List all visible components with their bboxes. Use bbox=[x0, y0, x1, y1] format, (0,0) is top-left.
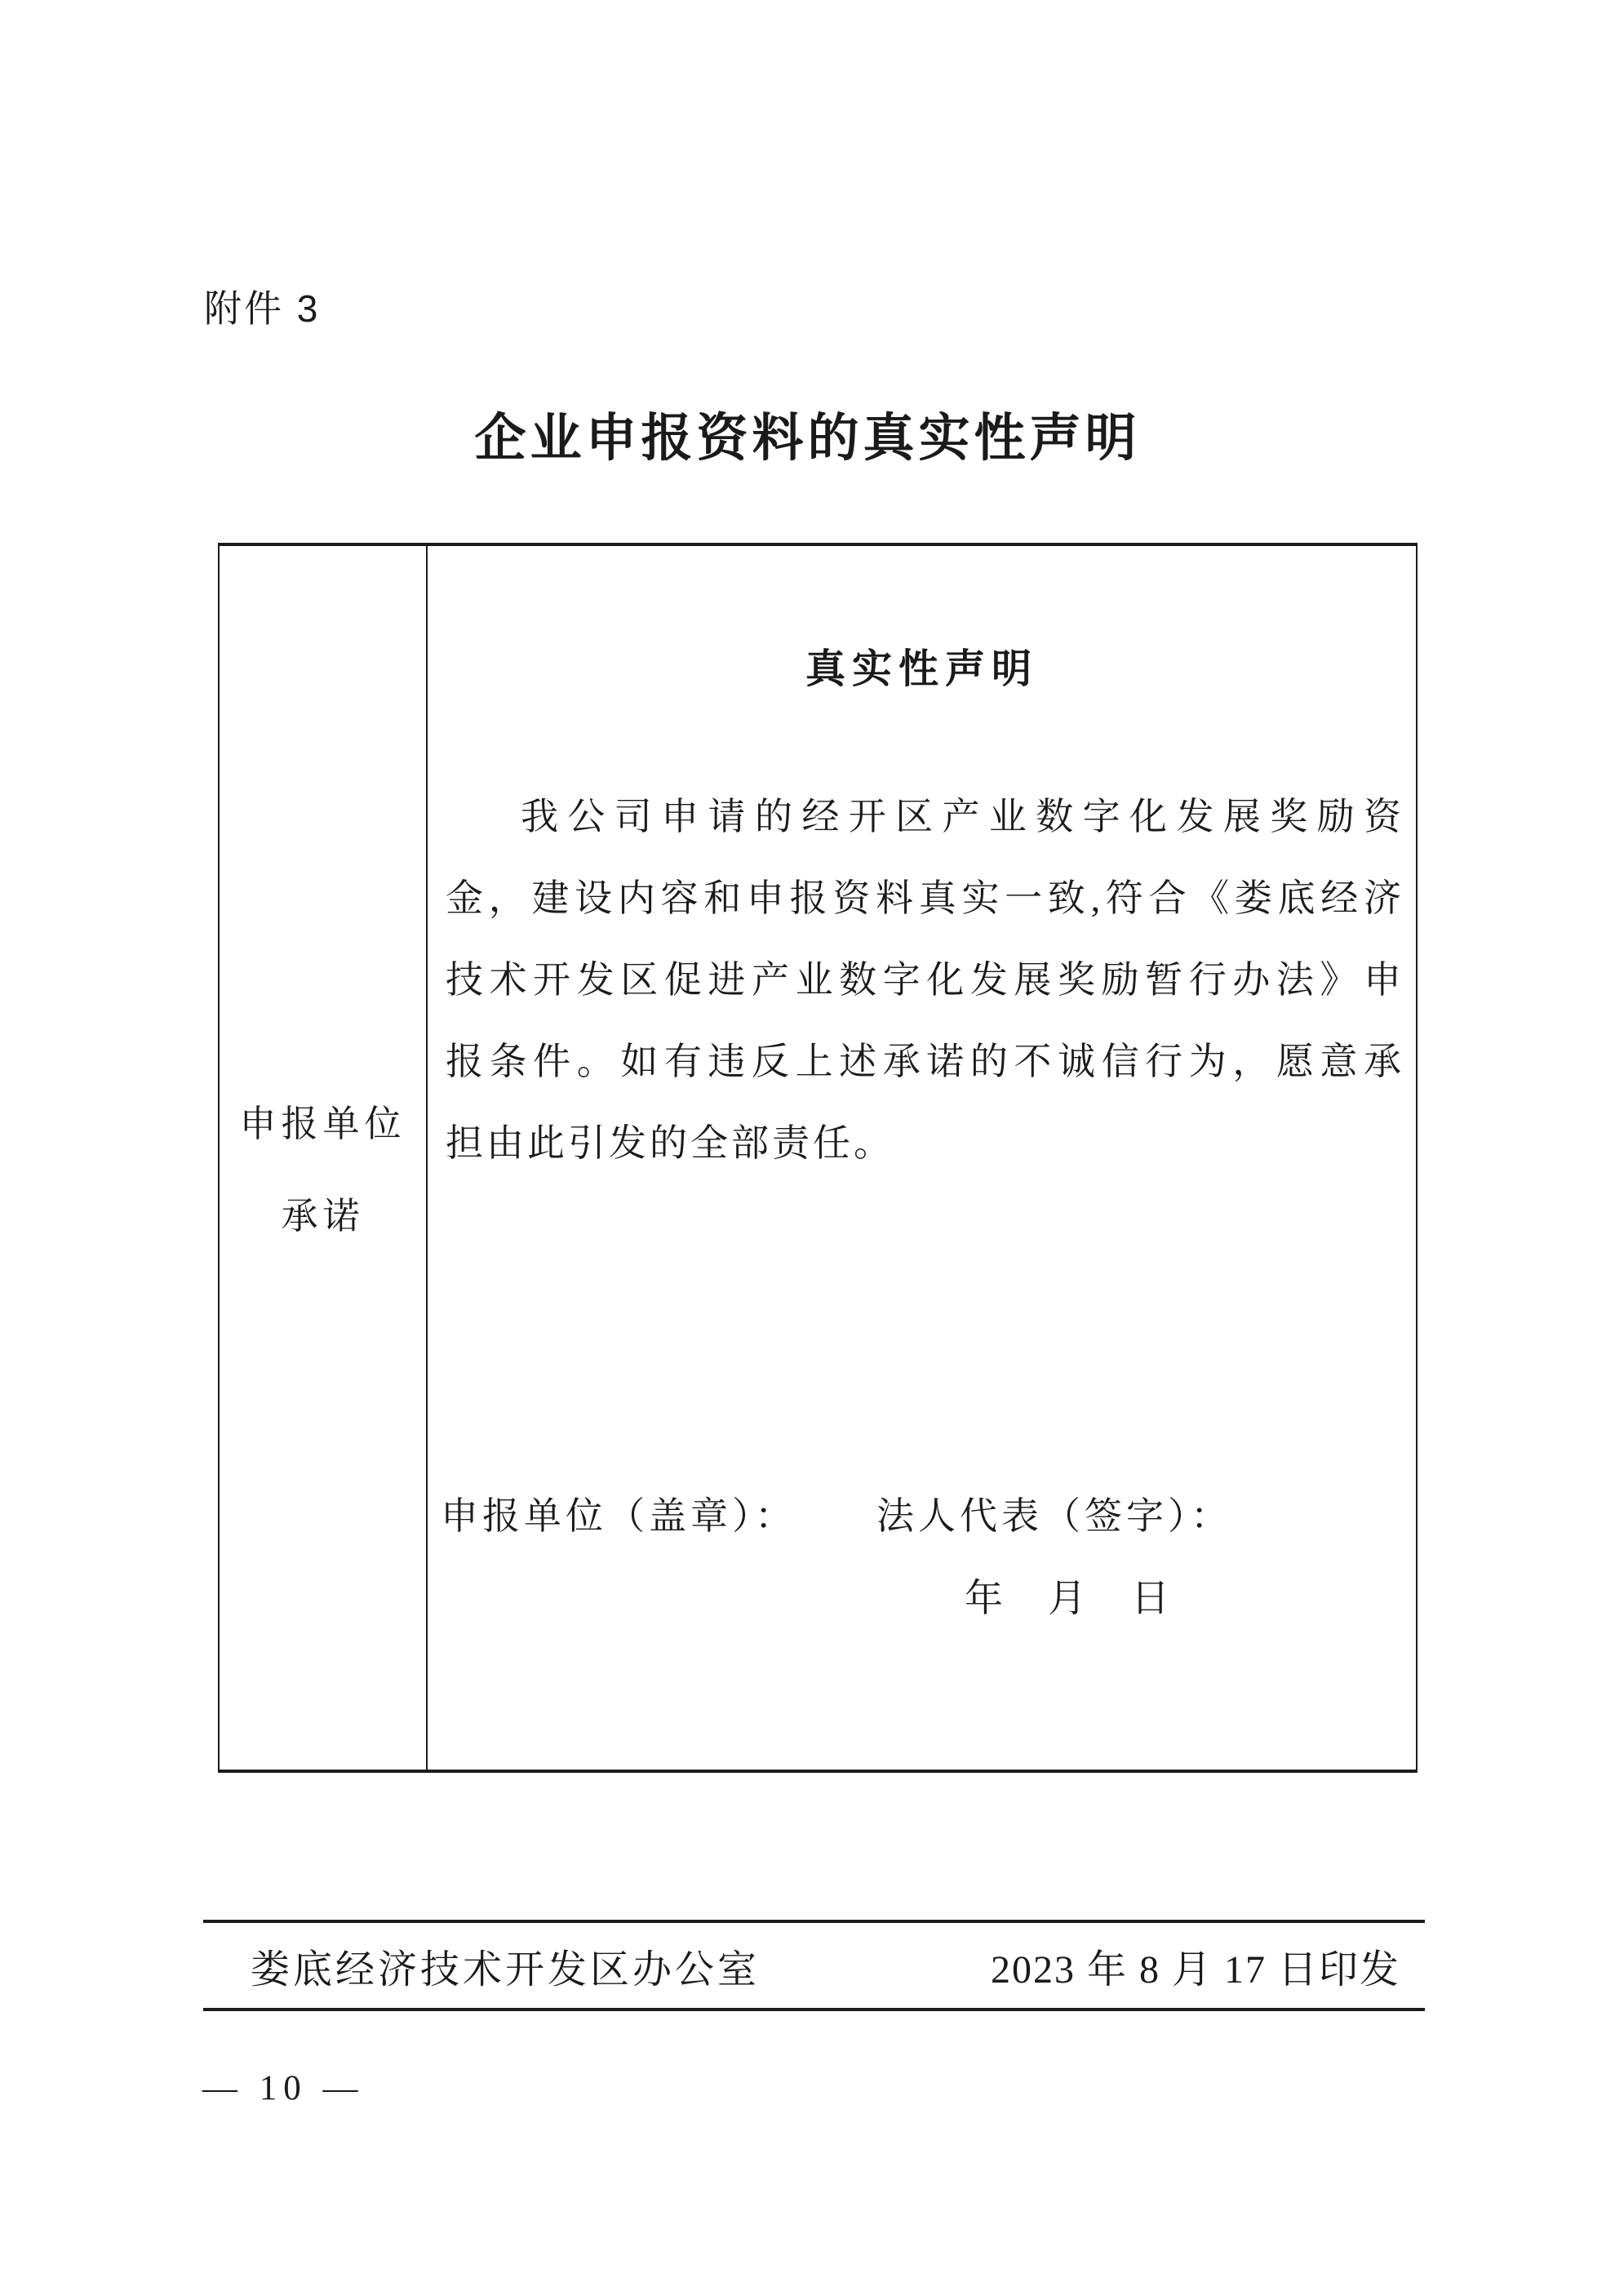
page-number: — 10 — bbox=[202, 2069, 365, 2107]
declaration-cell bbox=[428, 546, 1416, 1770]
declaration-line: 报条件。如有违反上述承诺的不诚信行为，愿意承 bbox=[446, 1041, 1404, 1082]
declaration-line: 担由此引发的全部责任。 bbox=[446, 1122, 894, 1164]
document-title: 企业申报资料的真实性声明 bbox=[474, 410, 1141, 467]
declaration-line: 我公司申请的经开区产业数字化发展奖励资 bbox=[521, 796, 1404, 837]
declaration-table bbox=[218, 543, 1418, 1773]
signature-stamp-label: 申报单位（盖章）： bbox=[441, 1495, 796, 1537]
signature-legal-rep-label: 法人代表（签字）： bbox=[876, 1495, 1232, 1537]
footer-colophon bbox=[203, 1920, 1425, 2011]
declaration-line: 金，建设内容和申报资料真实一致,符合《娄底经济 bbox=[446, 877, 1404, 919]
attachment-label: 附件 3 bbox=[204, 287, 321, 330]
signature-row bbox=[441, 1486, 1404, 1540]
declaration-paragraph bbox=[446, 776, 1404, 1184]
footer-issuer-name: 娄底经济技术开发区办公室 bbox=[251, 1947, 761, 1992]
commitment-label-line2: 承诺 bbox=[281, 1195, 365, 1237]
commitment-label-cell bbox=[220, 546, 428, 1770]
footer-print-date: 2023 年 8 月 17 日印发 bbox=[990, 1947, 1400, 1992]
declaration-heading: 真实性声明 bbox=[805, 646, 1038, 691]
date-placeholder-line: 年 月 日 bbox=[965, 1578, 1173, 1620]
declaration-line: 技术开发区促进产业数字化发展奖励暂行办法》申 bbox=[446, 959, 1404, 1001]
commitment-label-line1: 申报单位 bbox=[239, 1103, 406, 1144]
